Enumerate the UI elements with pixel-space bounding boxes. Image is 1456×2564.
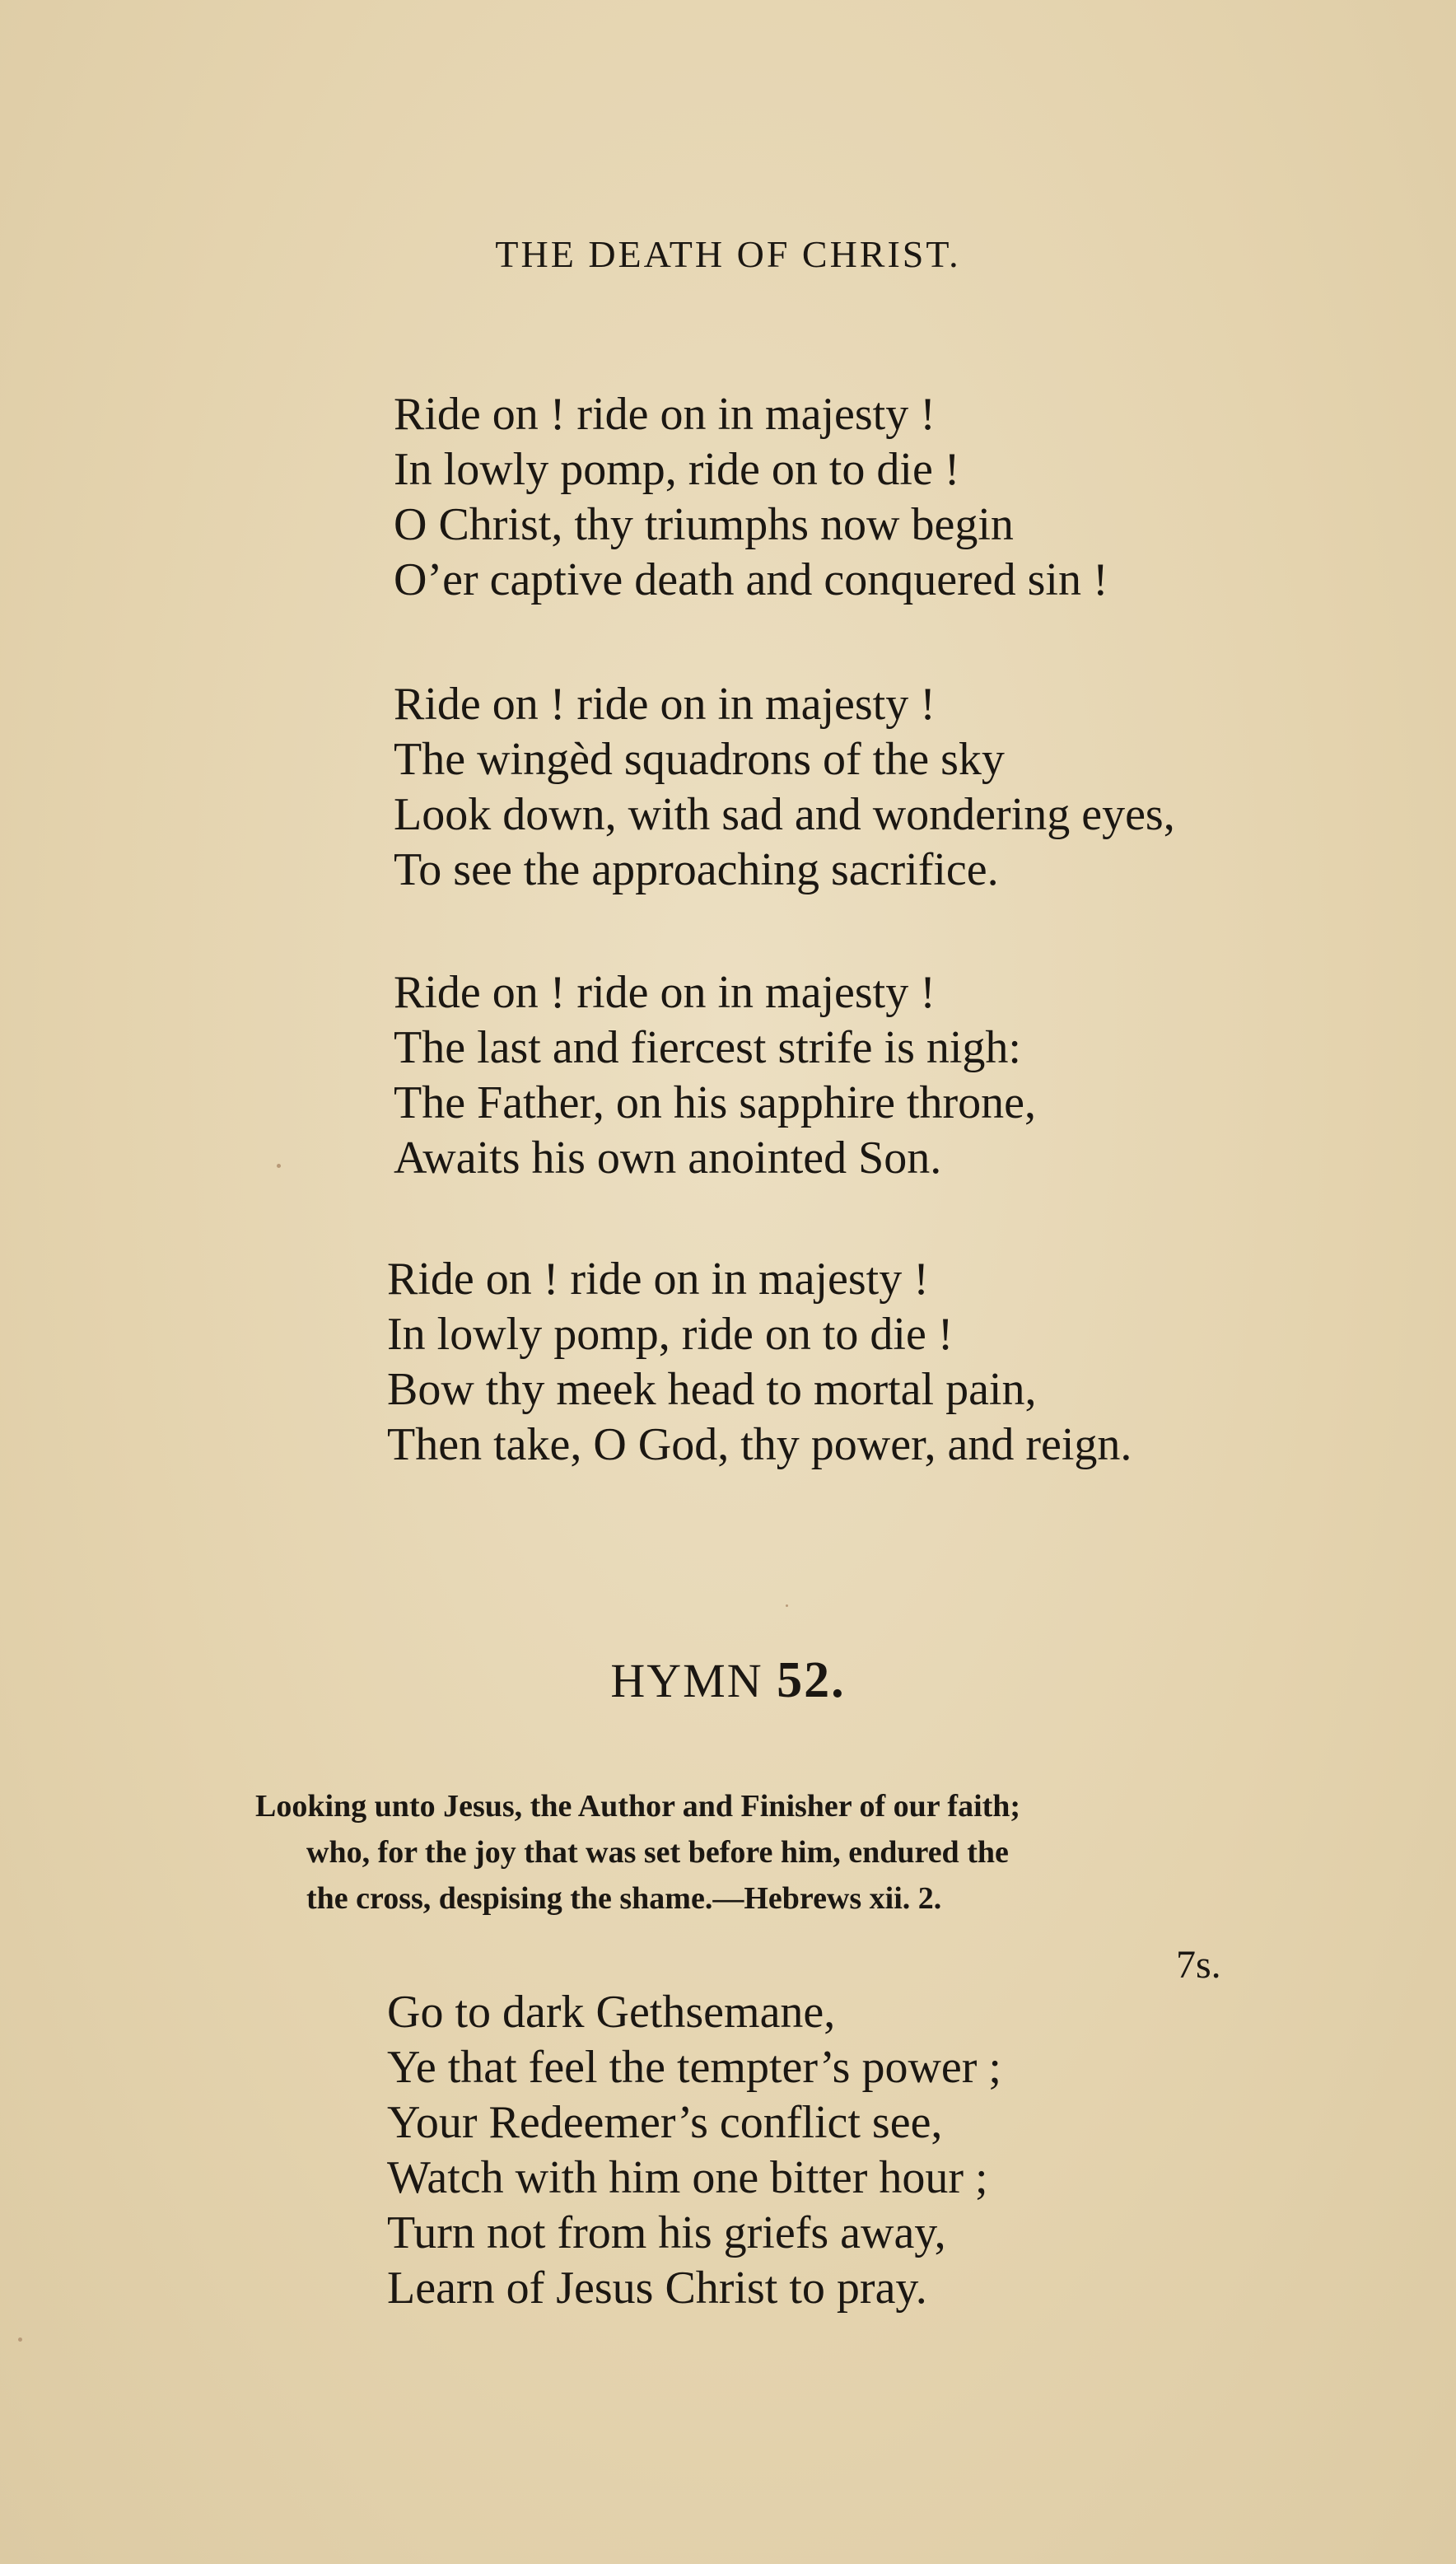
verse-line: To see the approaching sacrifice. <box>394 844 999 895</box>
verse-line: Bow thy meek head to mortal pain, <box>387 1364 1037 1415</box>
verse-line: The last and fiercest strife is nigh: <box>394 1022 1021 1073</box>
verse-line: In lowly pomp, ride on to die ! <box>387 1309 954 1360</box>
epigraph-line: Looking unto Jesus, the Author and Finisher of our faith; <box>255 1789 1021 1824</box>
paper-speck <box>786 1604 788 1607</box>
scripture-epigraph <box>255 1783 1309 1922</box>
verse-line: Ride on ! ride on in majesty ! <box>387 1254 929 1305</box>
verse-line: In lowly pomp, ride on to die ! <box>394 444 960 495</box>
verse-line: Learn of Jesus Christ to pray. <box>387 2263 927 2314</box>
verse-line: The wingèd squadrons of the sky <box>394 734 1005 785</box>
verse-line: Look down, with sad and wondering eyes, <box>394 789 1175 840</box>
hymn-title <box>0 1651 1456 1710</box>
verse-line: Ride on ! ride on in majesty ! <box>394 679 936 730</box>
verse-line: Go to dark Gethsemane, <box>387 1987 836 2038</box>
epigraph-line: the cross, despising the shame.—Hebrews xii. 2. <box>306 1881 942 1916</box>
verse-line: Ye that feel the tempter’s power ; <box>387 2042 1001 2093</box>
verse-line: Watch with him one bitter hour ; <box>387 2152 988 2203</box>
meter-mark: 7s. <box>1176 1943 1221 1987</box>
stanza-3 <box>394 965 1036 1186</box>
stanza-2 <box>394 677 1175 898</box>
verse-line: The Father, on his sapphire throne, <box>394 1077 1037 1128</box>
stanza-4 <box>387 1252 1132 1473</box>
verse-line: Ride on ! ride on in majesty ! <box>394 967 936 1018</box>
verse-line: O’er captive death and conquered sin ! <box>394 554 1108 605</box>
verse-line: Awaits his own anointed Son. <box>394 1133 942 1184</box>
hymn-label: HYMN <box>610 1654 763 1707</box>
stanza-1 <box>394 387 1108 608</box>
paper-speck <box>18 2337 22 2342</box>
verse-line: Turn not from his griefs away, <box>387 2207 946 2258</box>
hymn-stanza <box>387 1985 1001 2316</box>
verse-line: Ride on ! ride on in majesty ! <box>394 389 936 440</box>
running-head: THE DEATH OF CHRIST. <box>495 233 961 275</box>
hymn-number: 52. <box>777 1652 846 1708</box>
paper-speck <box>277 1164 281 1168</box>
verse-line: O Christ, thy triumphs now begin <box>394 499 1014 550</box>
verse-line: Your Redeemer’s conflict see, <box>387 2097 943 2148</box>
epigraph-line: who, for the joy that was set before him, endured the <box>306 1835 1009 1870</box>
verse-line: Then take, O God, thy power, and reign. <box>387 1419 1132 1470</box>
